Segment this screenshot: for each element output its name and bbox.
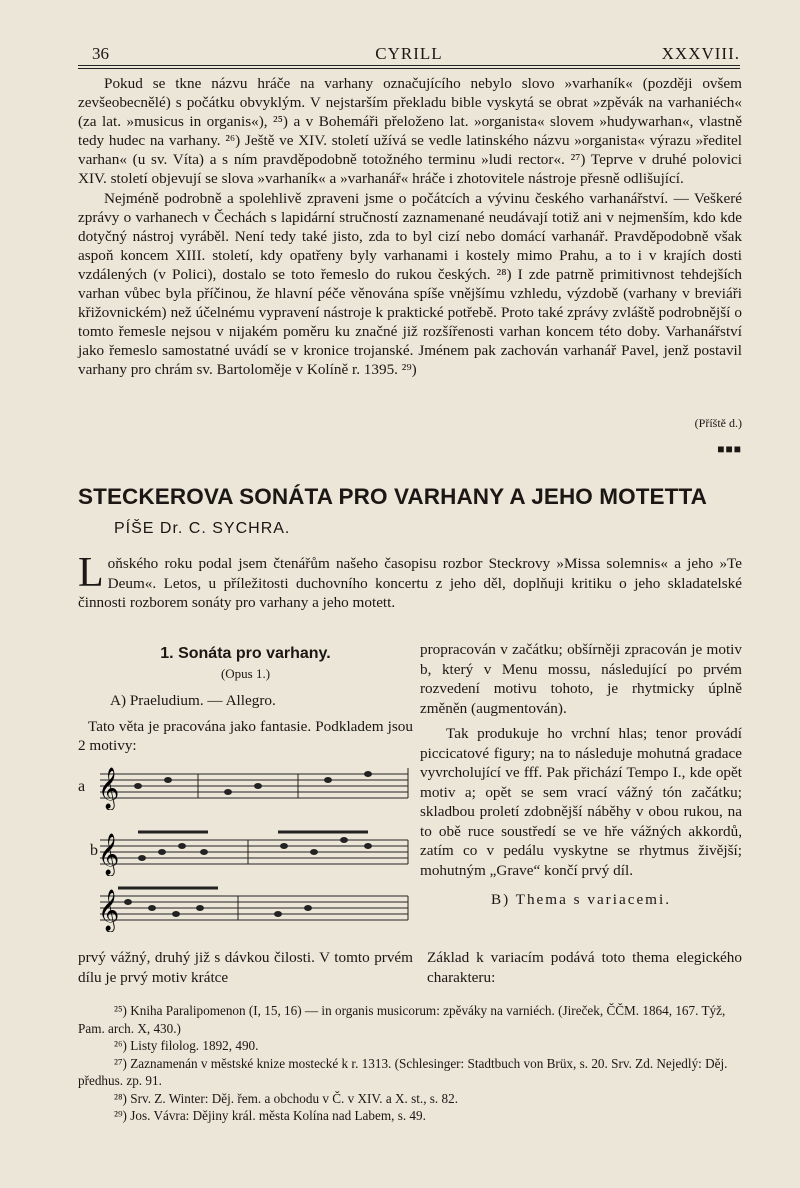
header-rule: [78, 68, 740, 69]
footnotes: [78, 1002, 742, 1125]
body-text-block: [78, 74, 742, 379]
svg-text:𝄞: 𝄞: [98, 768, 120, 809]
paragraph: propracován v začátku; obšírněji zpracován je motiv b, který v Menu mossu, následující po prvém rozvedení motivu tohoto, je rhytmicky úplně změněn (augmentován).: [420, 641, 742, 717]
paragraph: prvý vážný, druhý již s dávkou čilosti. V tomto prvém dílu je prvý motiv krátce: [78, 949, 413, 986]
section-heading: 1. Sonáta pro varhany.: [160, 645, 331, 662]
footnote: ²⁵) Kniha Paralipomenon (I, 15, 16) — in organis musicorum: zpěváky na varniéch. (Jireček, ČČM. 1864, 167. Týž, Pam. arch. X, 430.): [78, 1003, 726, 1036]
continued-note: (Příště d.): [694, 416, 742, 430]
article-title: STECKEROVA SONÁTA PRO VARHANY A JEHO MOTETTA: [78, 484, 708, 509]
paragraph: Tato věta je pracována jako fantasie. Podkladem jsou 2 motivy:: [78, 717, 413, 754]
subsection-heading: A) Praeludium. — Allegro.: [110, 692, 276, 709]
intro-text: oňského roku podal jsem čtenářům našeho časopisu rozbor Steckrovy »Missa solemnis« a jeho »Te Deum«. Letos, u příležitosti duchovního koncertu z jeho děl, doplňuji kritiku o jeho skladatelské činnosti rozborem sonáty pro varhany a jeho motett.: [78, 555, 742, 611]
motif-label: a: [78, 778, 86, 795]
paragraph: Nejméně podrobně a spolehlivě zpraveni jsme o počátcích a vývinu českého varhanářství. — Veškeré zprávy o varhanech v Čechách s lapidární stručností zaznamenané neudávají totiž ani v nejmenším, kdo kde dotyčný nástroj vyráběl. Není tedy také jisto, zda to byl cizí nebo domácí varhanář. Pravděpodobně však aspoň koncem XIII. století, kdy opatřeny byly varhanami i kostely mimo Prahu, a to i v krajích dosti vzdálených (v Polici), dostalo se toto řemeslo do rukou českých. ²⁸) I zde patrně primitivnost tehdejších varhan vůbec byla příčinou, že hlavní péče věnována spíše vnějšímu vzhledu, výzdobě (varhany v breviáři křižovnickém) než účelnému vypravení nástroje k praktické potřebě. Proto také zprávy zvláště podrobnější o tomto řemesle nejsou v nijakém poměru ku značné již rozšířenosti varhan koncem této doby. Varhanářství jako řemeslo samostatné uvádí se v kronice trojanské. Jménem pak zachován varhanář Pavel, jenž postavil varhany pro chrám sv. Bartoloměje v Kolíně r. 1395. ²⁹): [78, 190, 742, 378]
music-staff-a: [78, 760, 413, 810]
opus-label: (Opus 1.): [220, 665, 271, 681]
running-header: [78, 44, 740, 64]
svg-text:𝄞: 𝄞: [98, 890, 120, 931]
footnote: ²⁶) Listy filolog. 1892, 490.: [114, 1038, 259, 1053]
section-ornament: ■■■: [717, 442, 742, 456]
paragraph: Základ k variacím podává toto thema elegického charakteru:: [427, 949, 742, 986]
svg-text:𝄞: 𝄞: [98, 834, 120, 875]
paragraph: Tak produkuje ho vrchní hlas; tenor provádí piccicatové figury; na to následuje mohutná gradace vyvrcholující ve fff. Pak přichází Tempo I., kde opět motiv a; opět se sem vrací vážný tón začátku; skladbou proletí zdobnější náběhy v obou rukou, na to obě ruce soustředí se ve hře vážných akkordů, zatím co v pedálu vyskytne se rhytmus živější; mohutným „Grave“ končí prvý díl.: [420, 725, 742, 879]
journal-title: CYRILL: [375, 44, 443, 63]
drop-cap: L: [78, 550, 104, 596]
paragraph: Pokud se tkne názvu hráče na varhany označujícího nebylo slovo »varhaník« (později ovšem zevšeobecnělé) s počátku obvyklým. V nejstarším překladu bible vyskytá se obrat »zpěvák na varhaniéch« (za lat. »musicus in organis«), ²⁵) a v Bohemáři přeloženo lat. »organista« slovem »hudywarhan«, vlastně tedy hudec na varhany. ²⁶) Ještě ve XIV. století užívá se vedle latinského názvu »organista« výrazu »ředitel varhan« (u sv. Víta) a s ním pravděpodobně totožného terminu »ludi rector«. ²⁷) Teprve v druhé polovici XIV. století objevují se slova »varhaník« a »varhanář« hráče i zhotovitele nástroje přesně odlišující.: [78, 75, 742, 187]
left-column: [78, 640, 413, 756]
footnote: ²⁷) Zaznamenán v městské knize mostecké k r. 1313. (Schlesinger: Stadtbuch von Brüx, s. 20. Srv. Zd. Nejedlý: Děj. předhus. zp. 91.: [78, 1055, 728, 1088]
subsection-heading: B) Thema s variacemi.: [490, 891, 672, 908]
article-intro: [78, 550, 742, 613]
music-staff-b: [78, 826, 413, 876]
volume-number: XXXVIII.: [661, 44, 740, 63]
music-staff-c: [78, 882, 413, 932]
footnote: ²⁸) Srv. Z. Winter: Děj. řem. a obchodu v Č. v XIV. a X. st., s. 82.: [114, 1090, 459, 1106]
header-rule: [78, 65, 740, 66]
footnote: ²⁹) Jos. Vávra: Dějiny král. města Kolína nad Labem, s. 49.: [114, 1108, 426, 1123]
page-number: 36: [92, 44, 109, 63]
continuation-text: [78, 948, 742, 987]
right-column: [420, 640, 742, 910]
motif-label: b: [90, 842, 98, 859]
byline: PÍŠE Dr. C. SYCHRA.: [114, 520, 291, 537]
